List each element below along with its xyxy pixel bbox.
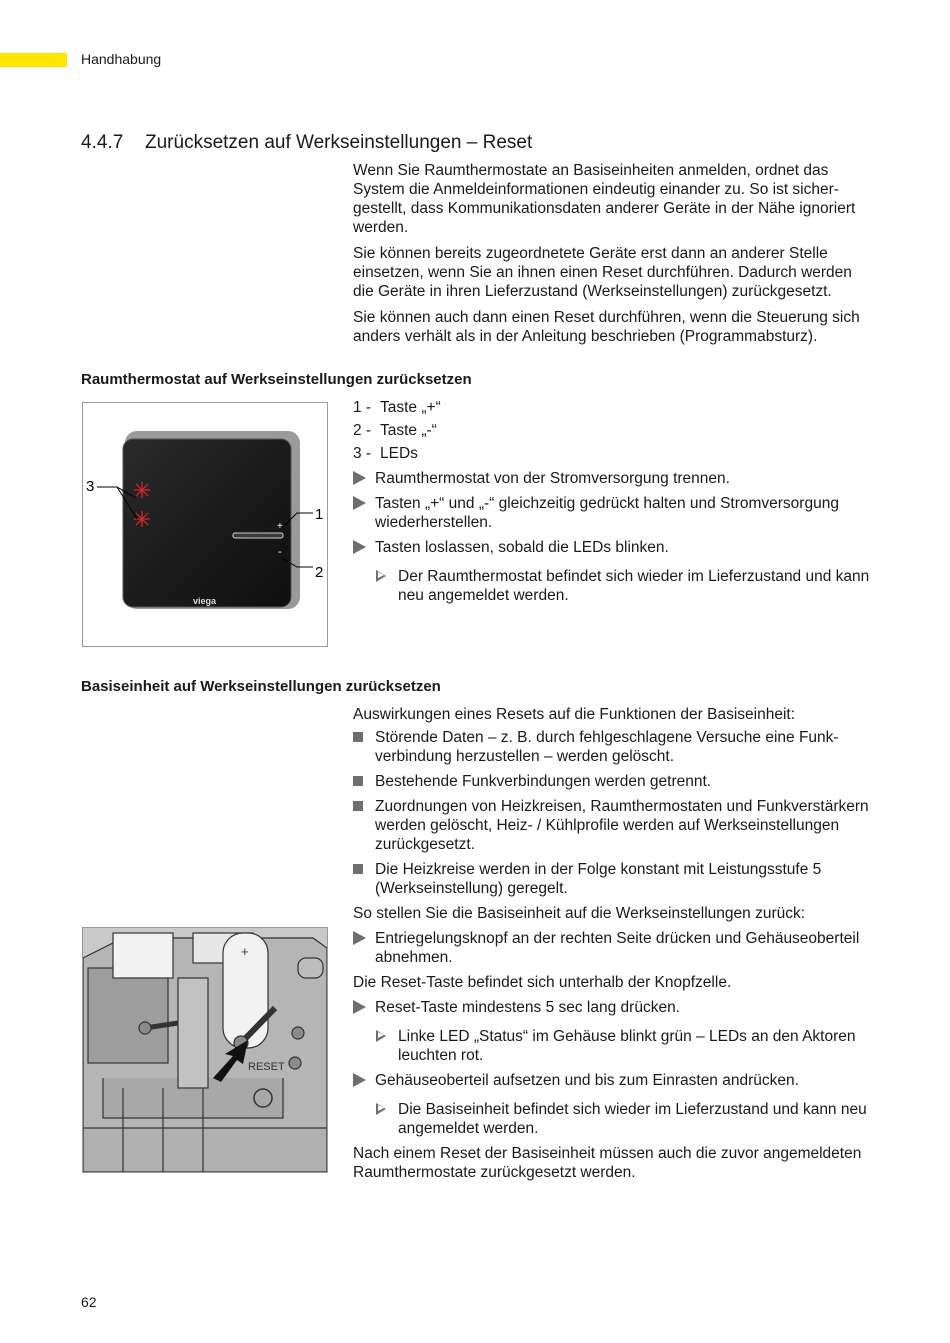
thermostat-figure <box>82 402 328 647</box>
step-arrow-icon <box>353 496 366 510</box>
minus-symbol: - <box>278 546 282 558</box>
step-arrow-icon <box>353 471 366 485</box>
step-item: Gehäuseoberteil aufsetzen und bis zum Einrasten andrücken. <box>353 1071 873 1090</box>
intro-paragraph: Wenn Sie Raumthermostate an Basiseinheiten anmelden, ordnet das System die Anmeldeinformationen eindeutig einander zu. So ist sichergestellt, dass Kommunikationsdaten anderer Geräte in der Nähe ignoriert werden. <box>353 162 856 236</box>
closing-text: Nach einem Reset der Basiseinheit müssen auch die zuvor angemeldeten Raumthermostate zurückgesetzt werden. <box>353 1145 862 1181</box>
step-item: Raumthermostat von der Stromversorgung trennen. <box>353 469 873 488</box>
bullet-item: Zuordnungen von Heizkreisen, Raumthermostaten und Funkverstärkern werden gelöscht, Heiz- / Kühlprofile werden auf Werkseinstellungen zurückgesetzt. <box>353 797 873 854</box>
base-intro: Auswirkungen eines Resets auf die Funktionen der Basiseinheit: <box>353 706 796 723</box>
how-to-text: So stellen Sie die Basiseinheit auf die Werkseinstellungen zurück: <box>353 905 806 922</box>
legend-item: 2 - Taste „-“ <box>353 422 437 439</box>
thermostat-heading: Raumthermostat auf Werkseinstellungen zurücksetzen <box>81 371 472 388</box>
base-instructions <box>353 705 873 1189</box>
callout-2: 2 <box>315 564 324 581</box>
result-item: Der Raumthermostat befindet sich wieder im Lieferzustand und kann neu angemeldet werden. <box>376 567 873 605</box>
section-title <box>81 132 532 154</box>
callout-3: 3 <box>86 478 95 495</box>
bullet-square-icon <box>353 776 363 786</box>
step-arrow-icon <box>353 1000 366 1014</box>
step-item: Reset-Taste mindestens 5 sec lang drücken. <box>353 998 873 1017</box>
header-accent-bar <box>0 53 67 67</box>
page-number: 62 <box>81 1294 97 1310</box>
plus-label: + <box>241 944 249 959</box>
callout-1: 1 <box>315 506 324 523</box>
step-arrow-icon <box>353 931 366 945</box>
intro-paragraph: Sie können auch dann einen Reset durchführen, wenn die Steuerung sich anders verhält als in der Anleitung beschrieben (Programmabsturz). <box>353 309 860 345</box>
led-icon <box>134 482 150 498</box>
step-arrow-icon <box>353 1073 366 1087</box>
plus-symbol: + <box>277 521 283 532</box>
bullet-item: Störende Daten – z. B. durch fehlgeschlagene Versuche eine Funkverbindung herzustellen – werden gelöscht. <box>353 728 873 766</box>
base-unit-figure <box>82 927 328 1173</box>
note-text: Die Reset-Taste befindet sich unterhalb der Knopfzelle. <box>353 974 732 991</box>
bullet-square-icon <box>353 732 363 742</box>
legend-item: 3 - LEDs <box>353 445 418 462</box>
base-heading: Basiseinheit auf Werkseinstellungen zurücksetzen <box>81 678 441 695</box>
base-unit-illustration <box>83 928 327 1172</box>
result-arrow-icon <box>376 1103 386 1115</box>
bullet-item: Die Heizkreise werden in der Folge konstant mit Leistungsstufe 5 (Werkseinstellung) geregelt. <box>353 860 873 898</box>
step-item: Entriegelungsknopf an der rechten Seite drücken und Gehäuseoberteil abnehmen. <box>353 929 873 967</box>
button-bar <box>233 533 283 538</box>
step-item: Tasten „+“ und „-“ gleichzeitig gedrückt halten und Stromversorgung wiederherstellen. <box>353 494 873 532</box>
bullet-item: Bestehende Funkverbindungen werden getrennt. <box>353 772 873 791</box>
thermostat-illustration <box>83 403 327 646</box>
result-arrow-icon <box>376 570 386 582</box>
running-header: Handhabung <box>81 51 162 67</box>
result-arrow-icon <box>376 1030 386 1042</box>
intro-paragraph: Sie können bereits zugeordnetete Geräte erst dann an anderer Stelle einsetzen, wenn Sie an ihnen einen Reset durchführen. Dadurch werden die Geräte in ihren Lieferzustand (Werkseinstellungen) zurückgesetzt. <box>353 245 852 300</box>
section-number: 4.4.7 <box>81 132 124 153</box>
bullet-square-icon <box>353 801 363 811</box>
step-item: Tasten loslassen, sobald die LEDs blinken. <box>353 538 873 557</box>
legend-item: 1 - Taste „+“ <box>353 399 441 416</box>
result-item: Die Basiseinheit befindet sich wieder im Lieferzustand und kann neu angemeldet werden. <box>376 1100 873 1138</box>
step-arrow-icon <box>353 540 366 554</box>
result-item: Linke LED „Status“ im Gehäuse blinkt grün – LEDs an den Aktoren leuchten rot. <box>376 1027 873 1065</box>
section-intro <box>353 161 873 353</box>
brand-logo: viega <box>193 596 217 606</box>
bullet-square-icon <box>353 864 363 874</box>
led-icon <box>134 511 150 527</box>
section-title-text: Zurücksetzen auf Werkseinstellungen – Reset <box>145 132 533 153</box>
reset-label: RESET <box>248 1061 285 1073</box>
thermostat-face <box>123 439 291 607</box>
thermostat-instructions <box>353 398 873 611</box>
